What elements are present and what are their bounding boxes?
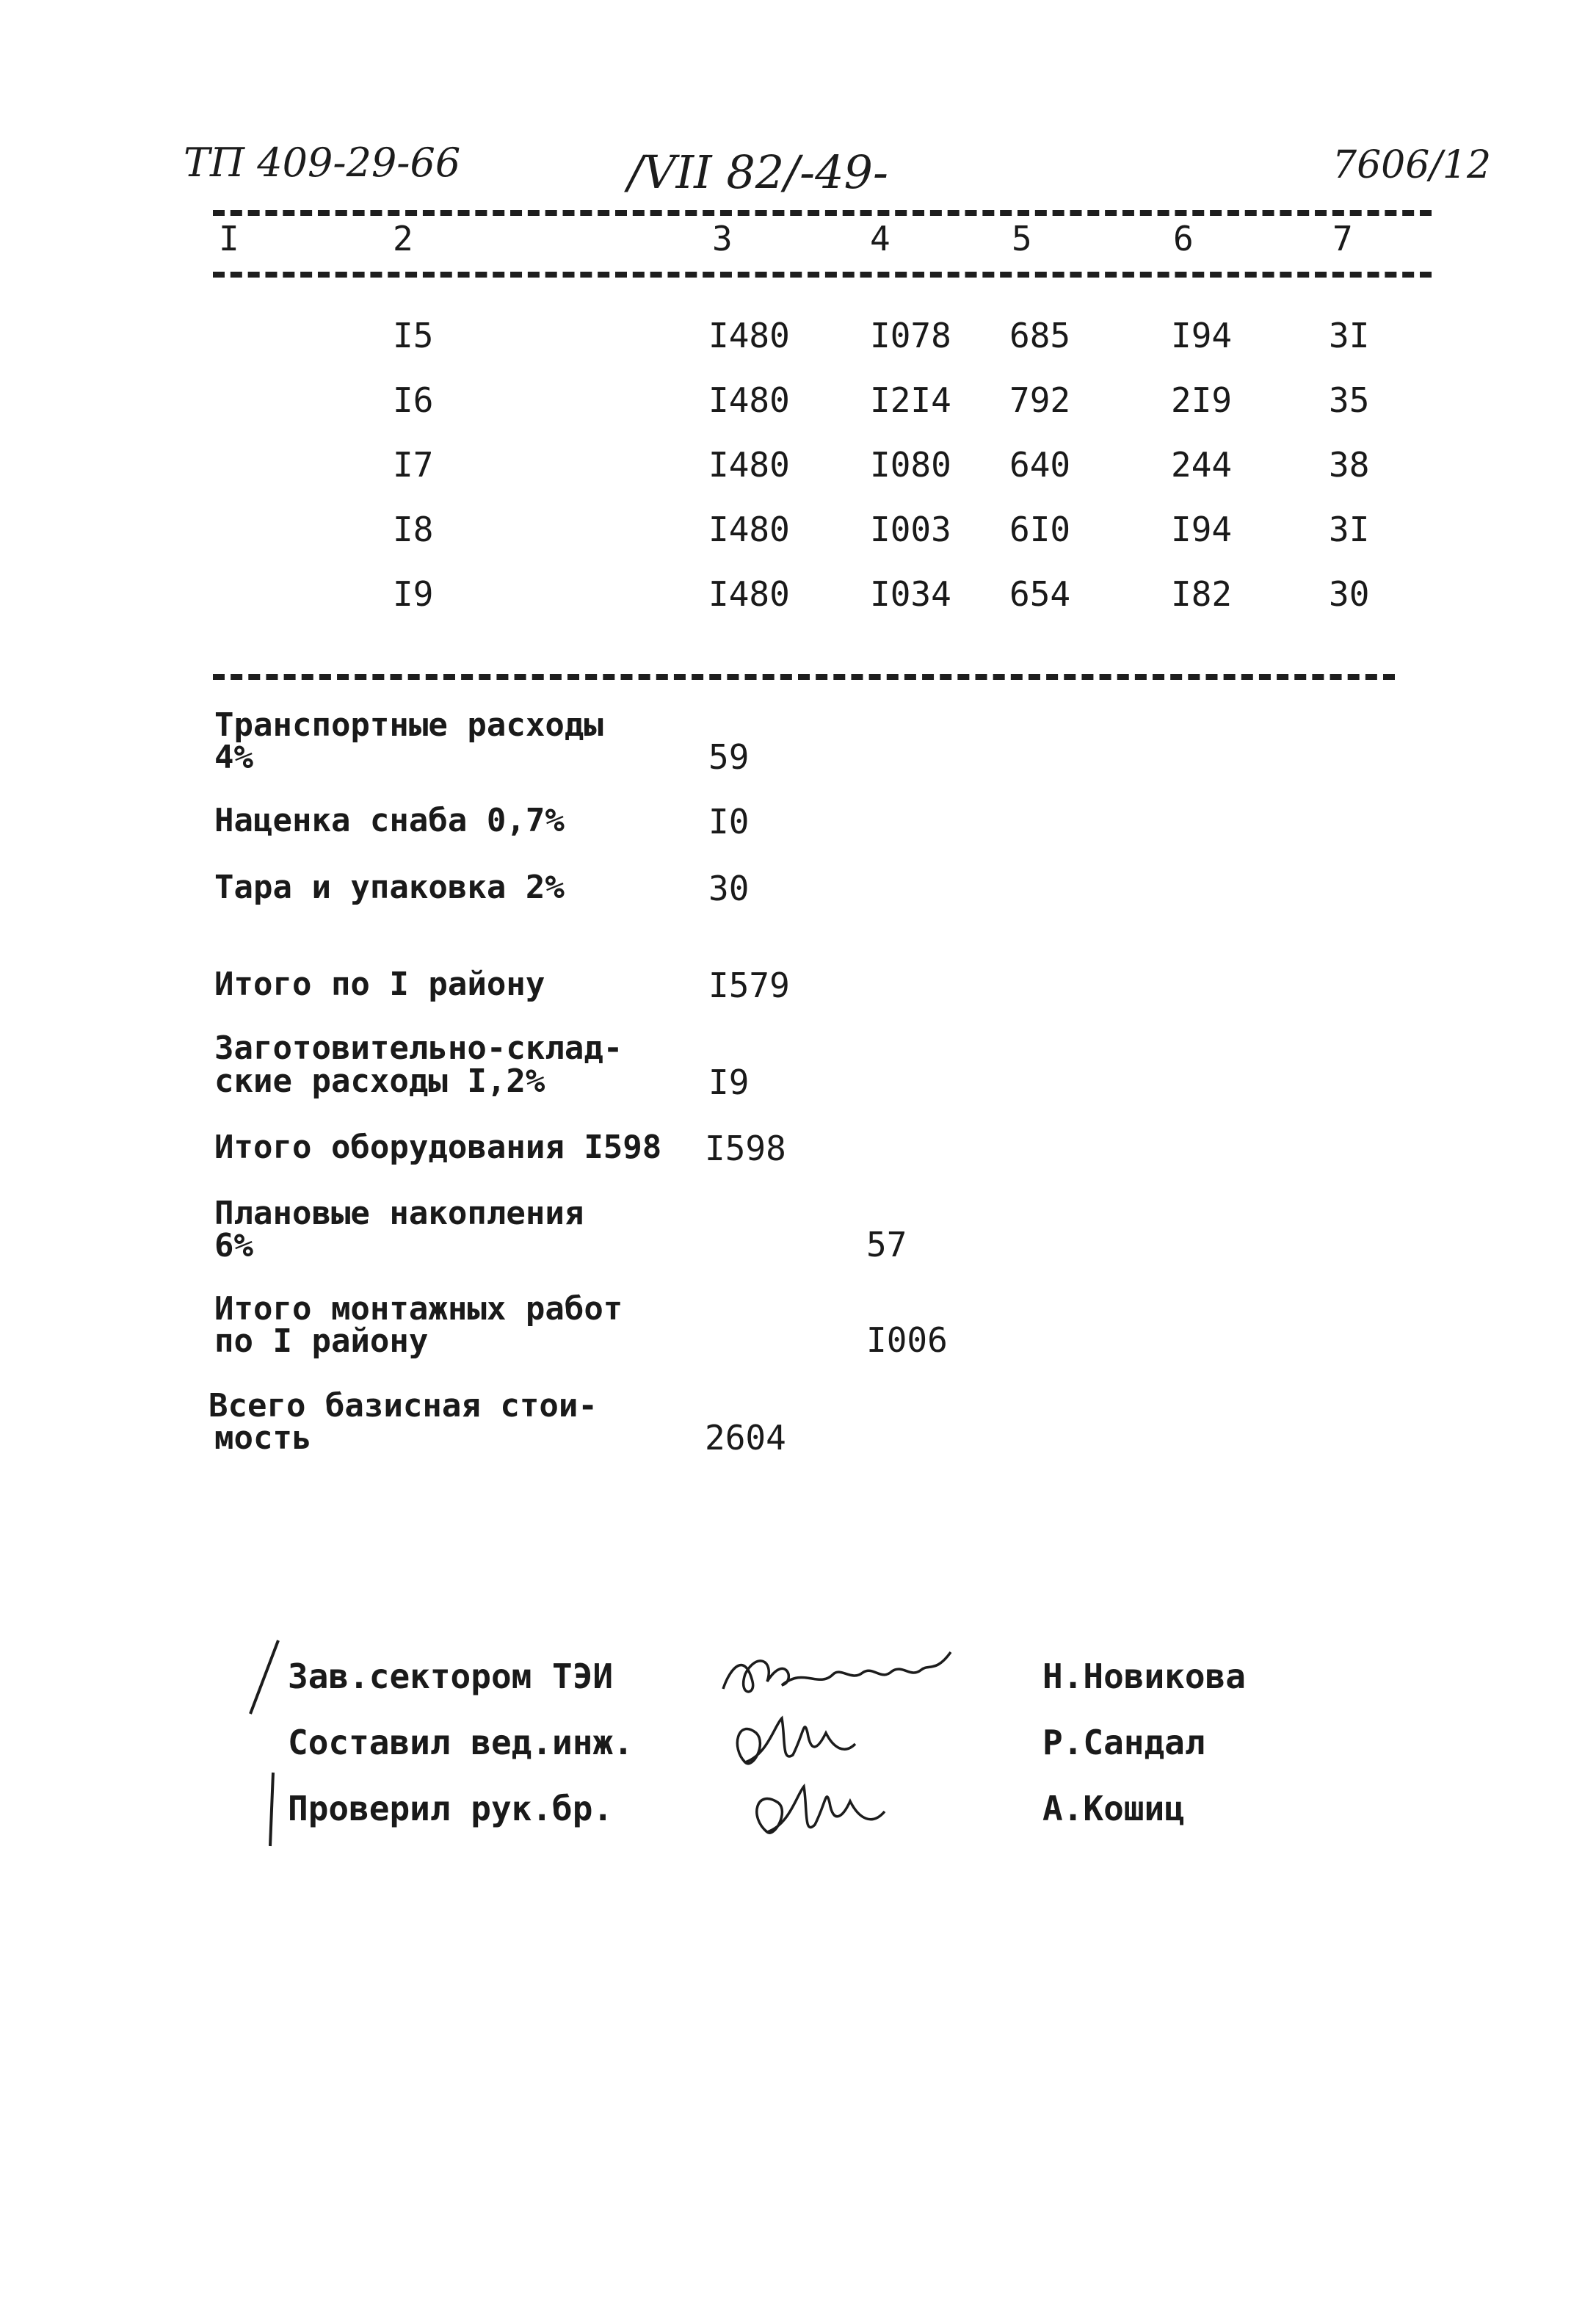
- project-code: ТП 409-29-66: [184, 140, 461, 186]
- row-number: I8: [393, 510, 434, 549]
- cell-col3: I480: [708, 380, 790, 420]
- signatory-position: Проверил рук.бр.: [288, 1789, 614, 1828]
- cell-col7: 38: [1329, 445, 1370, 485]
- summary-label: Итого оборудования I598: [214, 1129, 662, 1166]
- cell-col3: I480: [708, 445, 790, 485]
- signatory-name: Р.Сандал: [1042, 1723, 1205, 1762]
- summary-label: Транспортные расходы: [214, 706, 603, 744]
- cell-col7: 35: [1329, 380, 1370, 420]
- summary-label: Плановые накопления: [214, 1195, 584, 1232]
- cell-col6: 2I9: [1171, 380, 1233, 420]
- summary-label: Наценка снаба 0,7%: [214, 802, 565, 839]
- cell-col4: I078: [870, 316, 951, 355]
- signatory-name: А.Кошиц: [1042, 1789, 1185, 1828]
- document-number: 7606/12: [1332, 143, 1492, 187]
- cell-col7: 3I: [1329, 316, 1370, 355]
- cell-col4: I080: [870, 445, 951, 485]
- cell-col4: I2I4: [870, 380, 951, 420]
- handwritten-signature-icon: [716, 1637, 965, 1704]
- summary-label-cont: ские расходы I,2%: [214, 1063, 545, 1100]
- row-number: I9: [393, 574, 434, 614]
- column-header-5: 5: [1012, 219, 1032, 258]
- summary-value-col3: I0: [708, 802, 750, 841]
- column-header-4: 4: [870, 219, 891, 258]
- cell-col4: I003: [870, 510, 951, 549]
- summary-label-cont: 6%: [214, 1227, 253, 1264]
- row-number: I7: [393, 445, 434, 485]
- signatory-name: Н.Новикова: [1042, 1657, 1246, 1696]
- summary-label-cont: 4%: [214, 739, 253, 776]
- summary-value-col3: I9: [708, 1063, 750, 1102]
- handwritten-signature-icon: [741, 1766, 896, 1854]
- cell-col6: I94: [1171, 510, 1233, 549]
- signatory-position: Зав.сектором ТЭИ: [288, 1657, 614, 1696]
- table-bottom-rule: [213, 674, 1395, 680]
- summary-value-col4: I006: [866, 1320, 948, 1360]
- column-header-7: 7: [1332, 219, 1353, 258]
- summary-label: Заготовительно-склад-: [214, 1029, 623, 1067]
- cell-col7: 3I: [1329, 510, 1370, 549]
- cell-col6: I94: [1171, 316, 1233, 355]
- cell-col3: I480: [708, 316, 790, 355]
- vertical-mark-icon: [264, 1770, 279, 1850]
- summary-label: Итого монтажных работ: [214, 1290, 623, 1328]
- cell-col5: 654: [1009, 574, 1071, 614]
- slash-mark-icon: [246, 1637, 283, 1718]
- cell-col6: I82: [1171, 574, 1233, 614]
- cell-col7: 30: [1329, 574, 1370, 614]
- summary-value-col4: 57: [866, 1225, 907, 1264]
- column-header-2: 2: [393, 219, 413, 258]
- summary-label: Тара и упаковка 2%: [214, 869, 565, 906]
- cell-col5: 792: [1009, 380, 1071, 420]
- summary-label: Итого по I району: [214, 966, 545, 1003]
- signatory-position: Составил вед.инж.: [288, 1723, 634, 1762]
- cell-col3: I480: [708, 510, 790, 549]
- cell-col3: I480: [708, 574, 790, 614]
- row-number: I6: [393, 380, 434, 420]
- summary-label-cont: по I району: [214, 1322, 429, 1360]
- summary-label-cont: мость: [214, 1419, 312, 1457]
- table-top-rule: [213, 210, 1432, 216]
- cell-col5: 6I0: [1009, 510, 1071, 549]
- row-number: I5: [393, 316, 434, 355]
- cell-col6: 244: [1171, 445, 1233, 485]
- summary-value-col3: 59: [708, 737, 750, 777]
- cell-col4: I034: [870, 574, 951, 614]
- summary-value-col3: 30: [708, 869, 750, 908]
- summary-label: Всего базисная стои-: [208, 1387, 598, 1425]
- cell-col5: 640: [1009, 445, 1071, 485]
- summary-value-col3: I598: [705, 1129, 786, 1168]
- summary-value-col3: I579: [708, 966, 790, 1005]
- table-header-rule: [213, 272, 1432, 278]
- cell-col5: 685: [1009, 316, 1071, 355]
- summary-value-col3: 2604: [705, 1418, 786, 1458]
- column-header-3: 3: [712, 219, 733, 258]
- column-header-1: I: [219, 219, 239, 258]
- sheet-reference: /VII 82/-49-: [628, 145, 888, 199]
- column-header-6: 6: [1173, 219, 1194, 258]
